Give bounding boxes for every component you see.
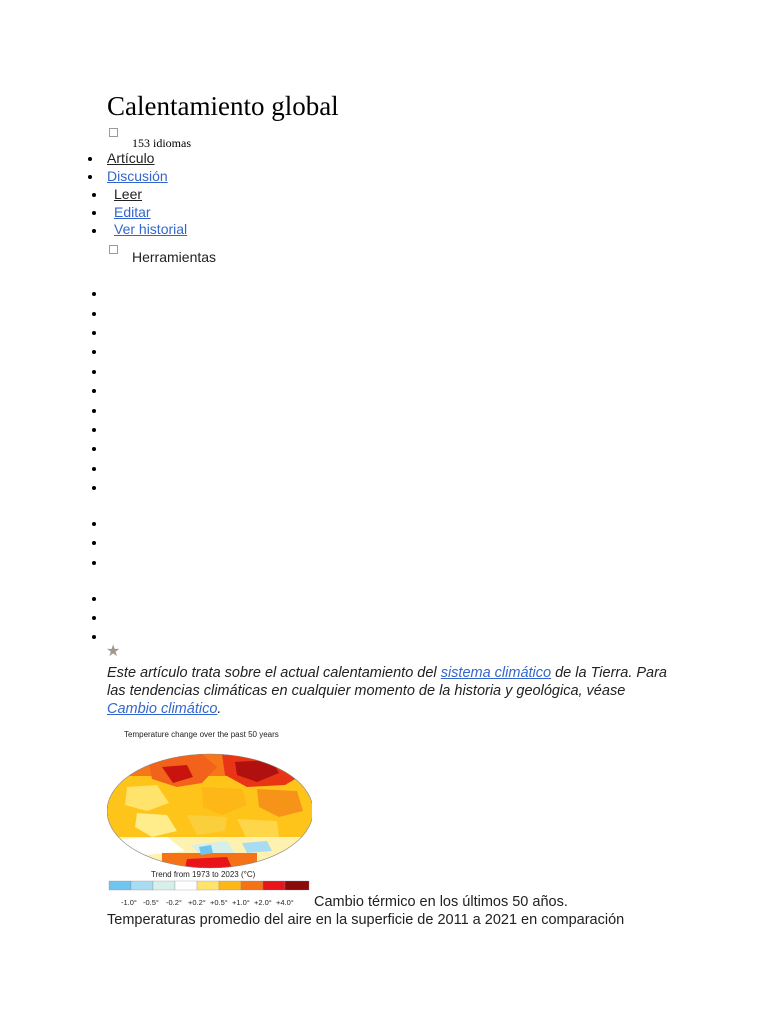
list-item <box>92 561 96 565</box>
tab-bullet <box>88 157 92 161</box>
list-item <box>92 447 96 451</box>
list-item <box>92 370 96 374</box>
view-bullet <box>92 193 96 197</box>
scale-label: -0.2° <box>166 898 182 907</box>
caption-line-2: Temperaturas promedio del aire en la superficie de 2011 a 2021 en comparación <box>107 912 625 928</box>
list-item <box>92 597 96 601</box>
hatnote <box>107 664 667 718</box>
list-item <box>92 292 96 296</box>
scale-label: -1.0° <box>121 898 137 907</box>
temperature-map-image <box>107 727 312 893</box>
link-climate-system[interactable]: sistema climático <box>440 665 552 681</box>
tools-button[interactable]: Herramientas <box>132 249 217 265</box>
view-bullet <box>92 229 96 233</box>
featured-star-icon: ★ <box>106 643 121 660</box>
tools-checkbox[interactable] <box>109 245 118 254</box>
list-item <box>92 541 96 545</box>
temperature-map-figure[interactable] <box>107 727 312 910</box>
scale-label: +1.0° <box>232 898 250 907</box>
link-climate-change[interactable]: Cambio climático <box>107 701 218 717</box>
tab-discussion[interactable]: Discusión <box>107 168 168 184</box>
list-item <box>92 467 96 471</box>
list-item <box>92 522 96 526</box>
scale-label: +0.5° <box>210 898 228 907</box>
legend-title: Trend from 1973 to 2023 (°C) <box>151 870 256 879</box>
list-item <box>92 312 96 316</box>
scale-label: +4.0° <box>276 898 294 907</box>
figure-caption <box>107 893 687 929</box>
view-read[interactable]: Leer <box>114 186 143 202</box>
tab-article[interactable]: Artículo <box>107 150 155 166</box>
list-item <box>92 635 96 639</box>
view-bullet <box>92 211 96 215</box>
view-edit[interactable]: Editar <box>114 204 151 220</box>
scale-label: +0.2° <box>188 898 206 907</box>
caption-line-1: Cambio térmico en los últimos 50 años. <box>314 894 568 910</box>
language-checkbox[interactable] <box>109 128 118 137</box>
list-item <box>92 486 96 490</box>
map-title: Temperature change over the past 50 years <box>124 730 279 739</box>
page-title: Calentamiento global <box>107 91 339 121</box>
languages-button[interactable]: 153 idiomas <box>132 136 191 150</box>
list-item <box>92 616 96 620</box>
list-item <box>92 331 96 335</box>
color-scale <box>109 881 309 890</box>
hatnote-text: de la Tierra. Para las tendencias climáticas en cualquier momento de la historia y geológica, véase <box>107 665 668 699</box>
view-history[interactable]: Ver historial <box>114 221 188 237</box>
list-item <box>92 428 96 432</box>
world-map <box>107 754 312 868</box>
hatnote-text: . <box>217 701 222 717</box>
list-item <box>92 409 96 413</box>
list-item <box>92 389 96 393</box>
scale-label: +2.0° <box>254 898 272 907</box>
tab-bullet <box>88 175 92 179</box>
list-item <box>92 350 96 354</box>
scale-label: -0.5° <box>143 898 159 907</box>
hatnote-text: Este artículo trata sobre el actual calentamiento del <box>107 665 441 681</box>
